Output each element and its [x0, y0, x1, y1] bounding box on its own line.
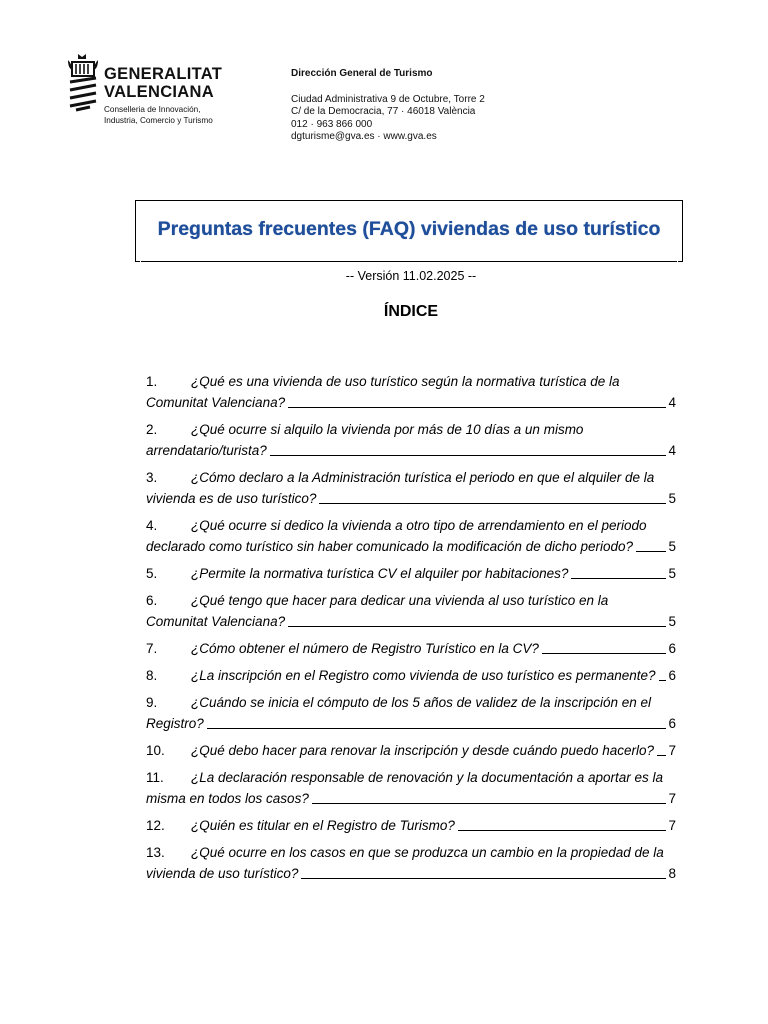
toc-page: 4 — [668, 395, 676, 410]
toc-leader — [458, 830, 667, 831]
toc-question: ¿Qué ocurre en los casos en que se produzca un cambio en la propiedad de la — [191, 845, 664, 860]
toc-entry[interactable] — [146, 467, 676, 509]
toc-page: 5 — [668, 539, 676, 554]
toc-page: 5 — [668, 566, 676, 581]
contact-line: dgturisme@gva.es · www.gva.es — [291, 131, 437, 142]
toc-question-cont: declarado como turístico sin haber comunicado la modificación de dicho periodo? — [146, 539, 634, 554]
toc-entry[interactable] — [146, 419, 676, 461]
toc-page: 5 — [668, 614, 676, 629]
toc-number: 1. — [146, 374, 158, 389]
toc-page: 7 — [668, 791, 676, 806]
index-heading: ÍNDICE — [383, 303, 439, 320]
toc-leader — [636, 551, 666, 552]
toc-leader — [659, 680, 667, 681]
toc-leader — [301, 878, 666, 879]
toc-entry[interactable] — [146, 371, 676, 413]
toc-page: 5 — [668, 491, 676, 506]
toc-entry[interactable] — [146, 815, 676, 836]
phone-line: 012 · 963 866 000 — [291, 118, 373, 130]
toc-leader — [312, 803, 667, 804]
toc-entry[interactable] — [146, 563, 676, 584]
version-line: -- Versión 11.02.2025 -- — [345, 269, 477, 283]
toc-page: 6 — [668, 668, 676, 683]
toc-page: 4 — [668, 443, 676, 458]
toc-entry[interactable] — [146, 665, 676, 686]
toc-entry[interactable] — [146, 842, 676, 884]
toc-entry[interactable] — [146, 692, 676, 734]
toc-question: ¿Cómo obtener el número de Registro Turístico en la CV? — [191, 641, 539, 656]
toc-number: 10. — [146, 743, 165, 758]
toc-number: 3. — [146, 470, 158, 485]
toc-entry[interactable] — [146, 767, 676, 809]
toc-question-cont: misma en todos los casos? — [146, 791, 309, 806]
address-line: C/ de la Democracia, 77 · 46018 València — [291, 106, 476, 117]
toc-question-cont: Registro? — [146, 716, 204, 731]
toc-leader — [270, 455, 667, 456]
title-box — [135, 200, 683, 262]
toc-number: 8. — [146, 668, 158, 683]
bat-emblem-icon — [66, 52, 100, 114]
org-name-line2: VALENCIANA — [104, 83, 214, 101]
org-name-line1: GENERALITAT — [104, 65, 223, 83]
toc-page: 8 — [668, 866, 676, 881]
toc-question: ¿La inscripción en el Registro como vivienda de uso turístico es permanente? — [191, 668, 656, 683]
toc-question: ¿Cuándo se inicia el cómputo de los 5 años de validez de la inscripción en el — [191, 695, 652, 710]
toc-question: ¿Qué ocurre si dedico la vivienda a otro tipo de arrendamiento en el periodo — [191, 518, 647, 533]
toc-entry[interactable] — [146, 590, 676, 632]
toc-question: ¿Qué tengo que hacer para dedicar una vivienda al uso turístico en la — [191, 593, 609, 608]
toc-question-cont: arrendatario/turista? — [146, 443, 267, 458]
toc-page: 7 — [668, 818, 676, 833]
address-block — [291, 68, 485, 144]
toc-number: 5. — [146, 566, 158, 581]
toc-number: 6. — [146, 593, 158, 608]
toc-number: 11. — [146, 770, 164, 785]
toc-leader — [657, 755, 666, 756]
toc-leader — [571, 578, 666, 579]
toc-number: 9. — [146, 695, 158, 710]
toc-entry[interactable] — [146, 638, 676, 659]
toc-question: ¿Qué debo hacer para renovar la inscripción y desde cuándo puedo hacerlo? — [191, 743, 655, 758]
toc-question: ¿La declaración responsable de renovación y la documentación a aportar es la — [191, 770, 664, 785]
table-of-contents — [146, 371, 676, 890]
toc-leader — [288, 626, 666, 627]
toc-page: 7 — [668, 743, 676, 758]
direction-name: Dirección General de Turismo — [291, 68, 433, 79]
toc-number: 2. — [146, 422, 158, 437]
toc-question-cont: vivienda es de uso turístico? — [146, 491, 317, 506]
generalitat-logo — [66, 52, 236, 132]
toc-number: 13. — [146, 845, 165, 860]
toc-question-cont: vivienda de uso turístico? — [146, 866, 299, 881]
document-title: Preguntas frecuentes (FAQ) viviendas de uso turístico — [157, 218, 661, 240]
toc-question: ¿Cómo declaro a la Administración turística el periodo en que el alquiler de la — [191, 470, 655, 485]
toc-leader — [207, 728, 667, 729]
address-line: Ciudad Administrativa 9 de Octubre, Torre 2 — [291, 93, 485, 105]
toc-number: 4. — [146, 518, 158, 533]
department-line1: Conselleria de Innovación, — [104, 105, 201, 114]
toc-leader — [288, 407, 666, 408]
toc-leader — [542, 653, 667, 654]
toc-entry[interactable] — [146, 515, 676, 557]
toc-question-cont: Comunitat Valenciana? — [146, 395, 286, 410]
department-line2: Industria, Comercio y Turismo — [104, 116, 213, 125]
toc-question: ¿Qué ocurre si alquilo la vivienda por más de 10 días a un mismo — [191, 422, 584, 437]
toc-leader — [319, 503, 666, 504]
toc-question: ¿Qué es una vivienda de uso turístico según la normativa turística de la — [191, 374, 620, 389]
toc-number: 12. — [146, 818, 165, 833]
toc-question-cont: Comunitat Valenciana? — [146, 614, 286, 629]
toc-page: 6 — [668, 716, 676, 731]
toc-question: ¿Quién es titular en el Registro de Turismo? — [191, 818, 455, 833]
toc-entry[interactable] — [146, 740, 676, 761]
toc-page: 6 — [668, 641, 676, 656]
toc-number: 7. — [146, 641, 158, 656]
toc-question: ¿Permite la normativa turística CV el alquiler por habitaciones? — [191, 566, 569, 581]
